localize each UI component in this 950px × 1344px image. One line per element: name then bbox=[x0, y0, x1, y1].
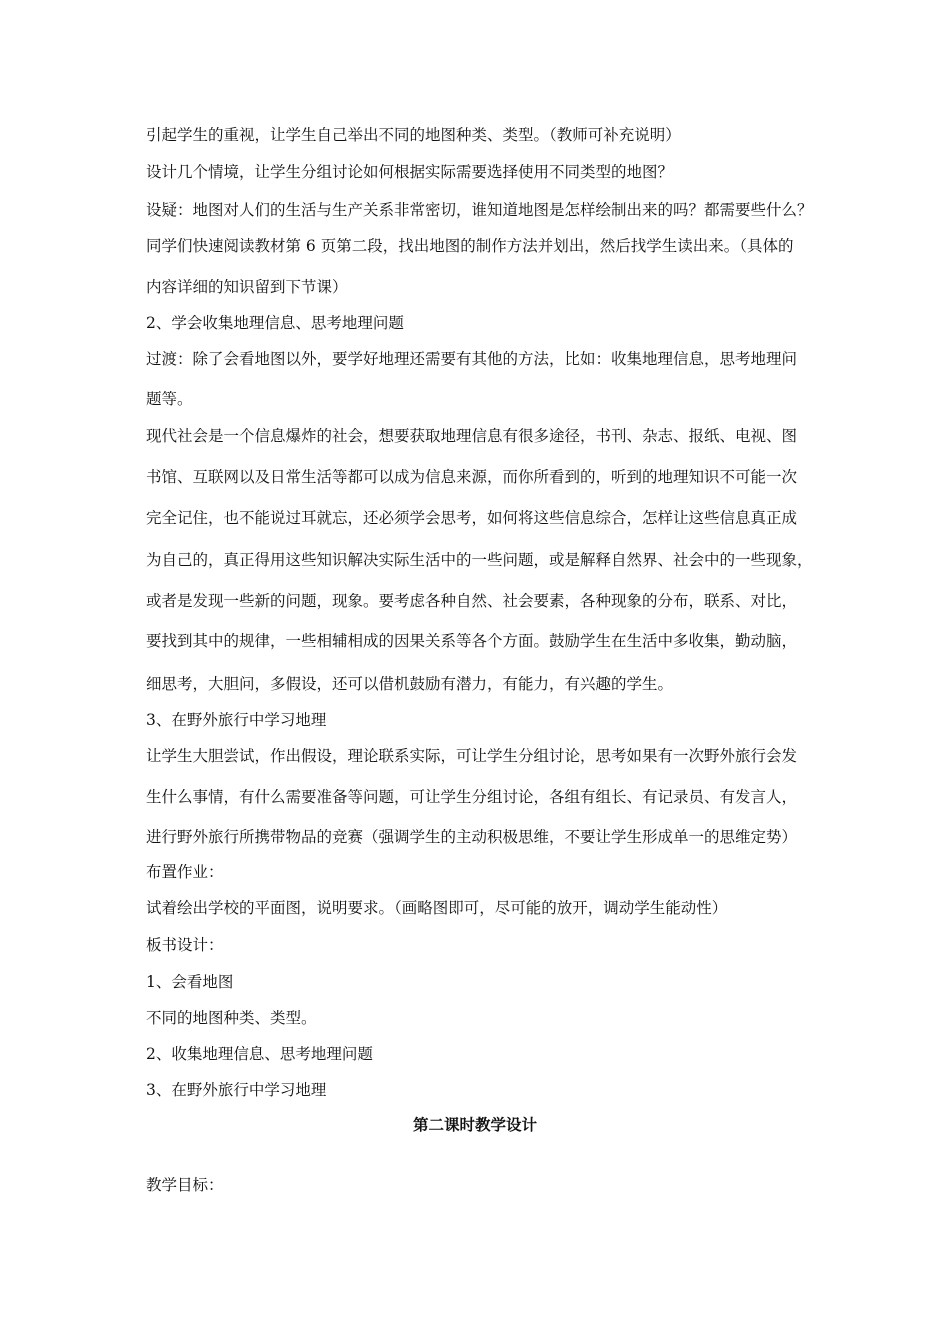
paragraph-line: 进行野外旅行所携带物品的竞赛（强调学生的主动积极思维，不要让学生形成单一的思维定势） bbox=[146, 828, 798, 846]
board-item: 2、收集地理信息、思考地理问题 bbox=[146, 1045, 373, 1063]
paragraph-line: 完全记住，也不能说过耳就忘，还必须学会思考，如何将这些信息综合，怎样让这些信息真正成 bbox=[146, 509, 798, 527]
section-label: 板书设计： bbox=[146, 936, 224, 954]
section-heading: 3、在野外旅行中学习地理 bbox=[146, 711, 327, 729]
board-item: 1、会看地图 bbox=[146, 973, 234, 991]
paragraph-line: 过渡：除了会看地图以外，要学好地理还需要有其他的方法，比如：收集地理信息，思考地理问 bbox=[146, 350, 798, 368]
board-item: 3、在野外旅行中学习地理 bbox=[146, 1081, 327, 1099]
paragraph-line: 设计几个情境，让学生分组讨论如何根据实际需要选择使用不同类型的地图？ bbox=[146, 163, 674, 181]
paragraph-line: 题等。 bbox=[146, 390, 193, 408]
board-item: 不同的地图种类、类型。 bbox=[146, 1009, 317, 1027]
lesson-title: 第二课时教学设计 bbox=[412, 1115, 537, 1134]
paragraph-line: 现代社会是一个信息爆炸的社会，想要获取地理信息有很多途径，书刊、杂志、报纸、电视、图 bbox=[146, 427, 798, 445]
paragraph-line: 为自己的，真正得用这些知识解决实际生活中的一些问题，或是解释自然界、社会中的一些现象， bbox=[146, 551, 813, 569]
paragraph-line: 细思考，大胆问，多假设，还可以借机鼓励有潜力，有能力，有兴趣的学生。 bbox=[146, 675, 674, 693]
paragraph-line: 或者是发现一些新的问题，现象。要考虑各种自然、社会要素，各种现象的分布，联系、对比， bbox=[146, 592, 798, 610]
paragraph-line: 同学们快速阅读教材第 6 页第二段，找出地图的制作方法并划出，然后找学生读出来。（具体的 bbox=[146, 237, 794, 255]
section-heading: 2、学会收集地理信息、思考地理问题 bbox=[146, 314, 404, 332]
paragraph-line: 设疑：地图对人们的生活与生产关系非常密切，谁知道地图是怎样绘制出来的吗？都需要些什么？ bbox=[146, 201, 813, 219]
paragraph-line: 生什么事情，有什么需要准备等问题，可让学生分组讨论，各组有组长、有记录员、有发言人， bbox=[146, 788, 798, 806]
section-label: 布置作业： bbox=[146, 863, 224, 881]
section-label: 教学目标： bbox=[146, 1176, 224, 1194]
paragraph-line: 要找到其中的规律，一些相辅相成的因果关系等各个方面。鼓励学生在生活中多收集，勤动脑， bbox=[146, 632, 798, 650]
paragraph-line: 引起学生的重视，让学生自己举出不同的地图种类、类型。（教师可补充说明） bbox=[146, 126, 681, 144]
paragraph-line: 试着绘出学校的平面图，说明要求。（画略图即可，尽可能的放开，调动学生能动性） bbox=[146, 899, 728, 917]
paragraph-line: 书馆、互联网以及日常生活等都可以成为信息来源，而你所看到的，听到的地理知识不可能一次 bbox=[146, 468, 798, 486]
paragraph-line: 内容详细的知识留到下节课） bbox=[146, 278, 348, 296]
paragraph-line: 让学生大胆尝试，作出假设，理论联系实际，可让学生分组讨论，思考如果有一次野外旅行会发 bbox=[146, 747, 798, 765]
